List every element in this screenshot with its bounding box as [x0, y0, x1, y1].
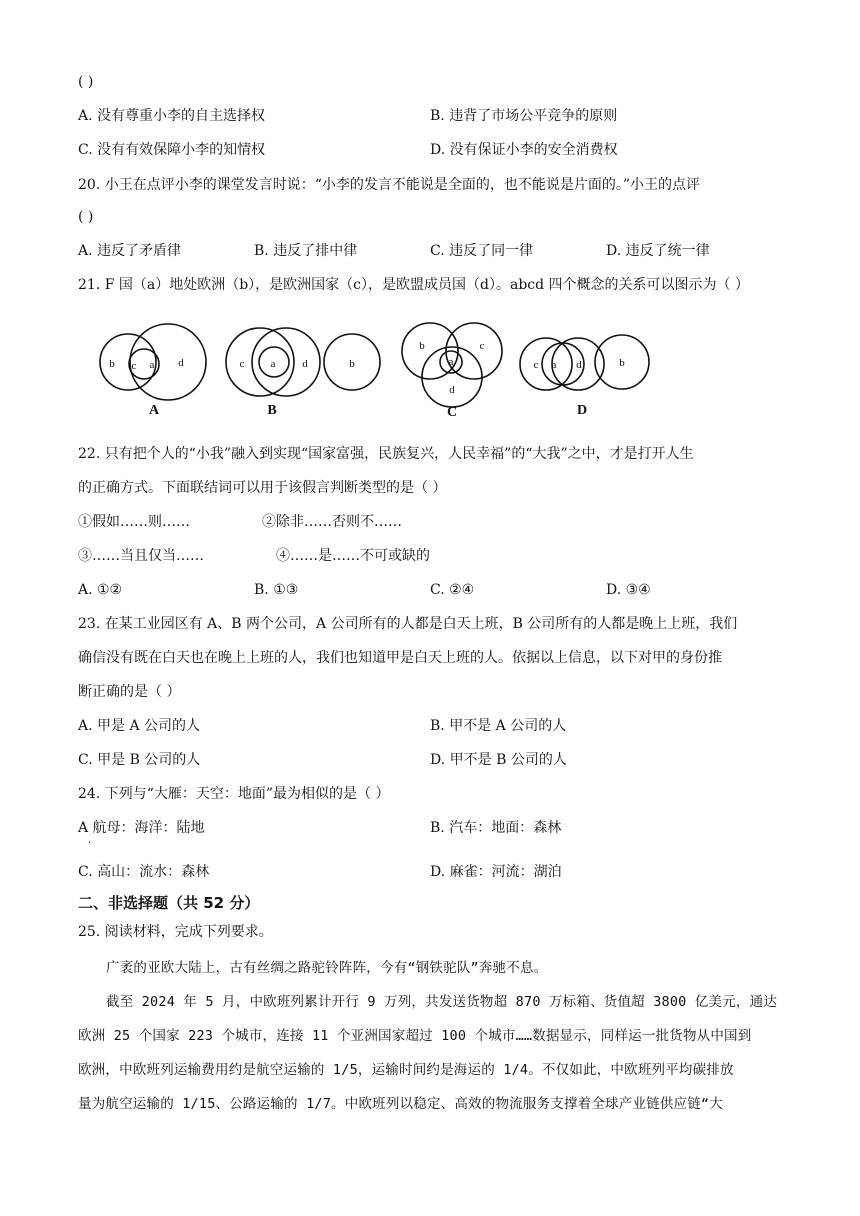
diagram-a-label-b: b	[109, 358, 115, 370]
q19-answer-paren: ( )	[78, 74, 94, 90]
q19-option-a: A. 没有尊重小李的自主选择权	[78, 108, 266, 124]
diagram-d-label-a: a	[551, 359, 557, 371]
q22-stem-line2: 的正确方式。下面联结词可以用于该假言判断类型的是（ ）	[78, 480, 447, 496]
diagram-caption-a: A	[148, 403, 160, 418]
diagram-b-label-b: b	[349, 358, 355, 370]
q22-item-4: ④……是……不可或缺的	[276, 548, 430, 564]
q23-stem-line2: 确信没有既在白天也在晚上上班的人，我们也知道甲是白天上班的人。依据以上信息，以下对甲的身份推	[78, 650, 722, 666]
q20-option-b: B. 违反了排中律	[254, 243, 358, 259]
diagram-b-circle-d	[252, 328, 320, 396]
diagram-caption-b: B	[267, 403, 277, 418]
q25-material-line4: 欧洲，中欧班列运输费用约是航空运输的 1/5，运输时间约是海运的 1/4。不仅如此，中欧班列平均碳排放	[78, 1062, 734, 1078]
q23-option-b: B. 甲不是 A 公司的人	[430, 718, 567, 734]
q24-stem: 24. 下列与“大雁：天空：地面”最为相似的是（ ）	[78, 786, 390, 802]
diagram-d-circle-c	[520, 338, 572, 390]
diagram-d-label-b: b	[619, 357, 625, 369]
q20-answer-paren: ( )	[78, 209, 94, 225]
q21-venn-diagram	[96, 322, 666, 422]
diagram-c-label-b: b	[419, 340, 425, 352]
diagram-c-label-c: c	[479, 340, 485, 352]
diagram-b-circle-c	[226, 328, 294, 396]
q22-option-a: A. ①②	[78, 582, 123, 598]
q23-option-c: C. 甲是 B 公司的人	[78, 752, 201, 768]
q19-option-b: B. 违背了市场公平竞争的原则	[430, 108, 618, 124]
q23-stem-line1: 23. 在某工业园区有 A、B 两个公司，A 公司所有的人都是白天上班，B 公司所有的人都是晚上上班，我们	[78, 616, 738, 632]
diagram-c-label-a: a	[448, 356, 454, 368]
diagram-a-label-a: a	[149, 359, 155, 371]
q25-stem: 25. 阅读材料，完成下列要求。	[78, 924, 273, 940]
q24-option-a-dot: ·	[88, 838, 92, 849]
q22-item-2: ②除非……否则不……	[262, 514, 402, 530]
diagram-a-label-d: d	[178, 357, 184, 369]
q24-option-d: D. 麻雀：河流：湖泊	[430, 864, 562, 880]
q20-option-d: D. 违反了统一律	[606, 243, 710, 259]
q20-option-c: C. 违反了同一律	[430, 243, 534, 259]
diagram-b-label-a: a	[270, 358, 276, 370]
q22-item-1: ①假如……则……	[78, 514, 190, 530]
q21-stem: 21. F 国（a）地处欧洲（b），是欧洲国家（c），是欧盟成员国（d）。abcd 四个概念的关系可以图示为（ ）	[78, 277, 749, 293]
diagram-d-label-d: d	[576, 359, 582, 371]
diagram-d-label-c: c	[533, 359, 539, 371]
diagram-b-label-d: d	[302, 358, 308, 370]
q20-stem: 20. 小王在点评小李的课堂发言时说：“小李的发言不能说是全面的，也不能说是片面的。”小王的点评	[78, 177, 701, 193]
diagram-c-label-d: d	[449, 384, 455, 396]
q22-option-b: B. ①③	[254, 582, 299, 598]
q24-option-c: C. 高山：流水：森林	[78, 864, 210, 880]
q24-option-a: A 航母：海洋：陆地	[78, 820, 205, 836]
q19-option-c: C. 没有有效保障小李的知情权	[78, 142, 266, 158]
q24-option-b: B. 汽车：地面：森林	[430, 820, 562, 836]
q23-option-d: D. 甲不是 B 公司的人	[430, 752, 567, 768]
diagram-a-circle-d	[130, 324, 206, 400]
diagram-a-label-c: c	[131, 360, 137, 372]
section-two-heading: 二、非选择题（共 52 分）	[78, 894, 260, 912]
q20-option-a: A. 违反了矛盾律	[78, 243, 182, 259]
diagram-caption-d: D	[576, 403, 588, 418]
q22-item-3: ③……当且仅当……	[78, 548, 204, 564]
q19-option-d: D. 没有保证小李的安全消费权	[430, 142, 618, 158]
q25-material-line3: 欧洲 25 个国家 223 个城市，连接 11 个亚洲国家超过 100 个城市……数据显示，同样运一批货物从中国到	[78, 1028, 752, 1044]
q25-material-line5: 量为航空运输的 1/15、公路运输的 1/7。中欧班列以稳定、高效的物流服务支撑着全球产业链供应链“大	[78, 1096, 723, 1112]
q22-option-d: D. ③④	[606, 582, 651, 598]
diagram-b-label-c: c	[239, 358, 245, 370]
q22-option-c: C. ②④	[430, 582, 475, 598]
q25-material-line2: 截至 2024 年 5 月，中欧班列累计开行 9 万列，共发送货物超 870 万标箱、货值超 3800 亿美元，通达	[106, 994, 778, 1010]
q25-material-line1: 广袤的亚欧大陆上，古有丝绸之路驼铃阵阵，今有“钢铁驼队”奔驰不息。	[106, 960, 548, 976]
q22-stem-line1: 22. 只有把个人的“小我”融入到实现“国家富强，民族复兴，人民幸福”的“大我”之中，才是打开人生	[78, 446, 694, 462]
q23-option-a: A. 甲是 A 公司的人	[78, 718, 201, 734]
diagram-caption-c: C	[446, 405, 458, 420]
q23-stem-line3: 断正确的是（ ）	[78, 684, 181, 700]
